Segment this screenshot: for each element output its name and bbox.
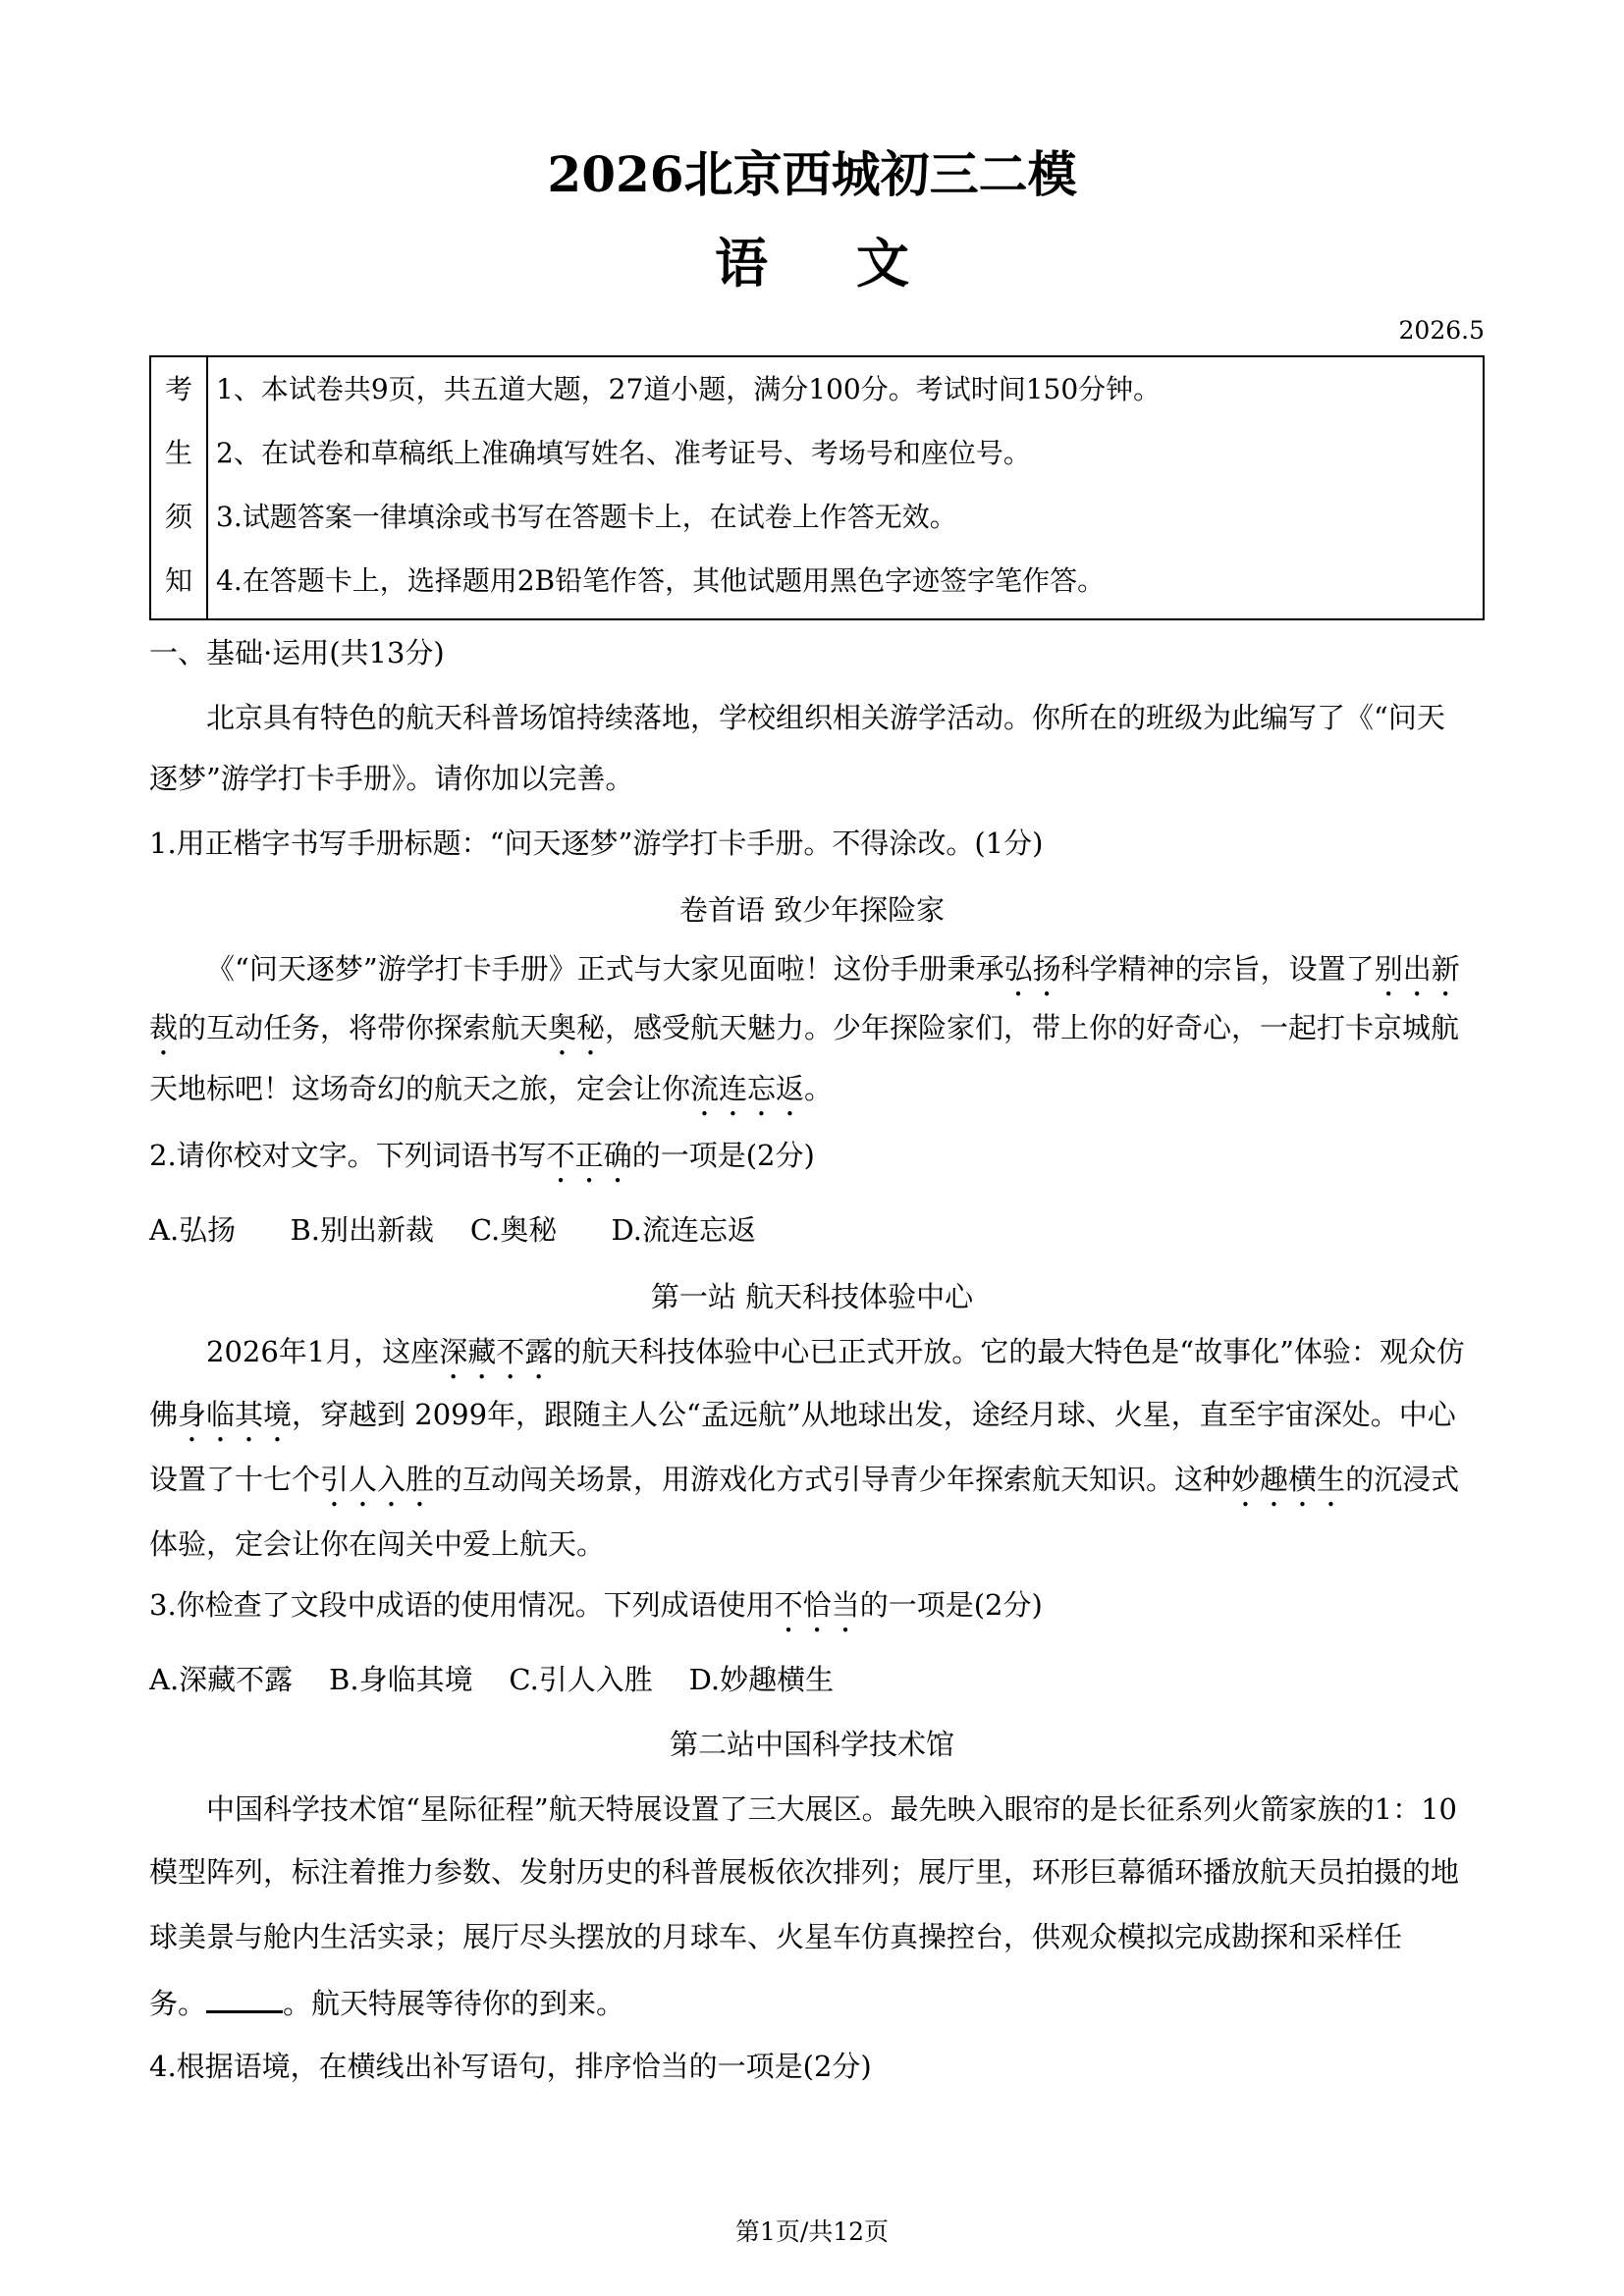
notice-label-char: 生 [164,437,192,469]
notice-item: 1、本试卷共9页，共五道大题，27道小题，满分100分。考试时间150分钟。 [216,373,1162,405]
section-heading: 一、基础·运用(共13分) [149,636,445,669]
exam-date: 2026.5 [1398,316,1485,345]
intro-text: 北京具有特色的航天科普场馆持续落地，学校组织相关游学活动。你所在的班级为此编写了《“问天 [206,701,1445,734]
marked-word: 流连忘返 [690,1072,805,1105]
text-run: 的互动闯关场景，用游戏化方式引导青少年探索航天知识。这种 [434,1463,1232,1496]
notice-label-char: 知 [164,564,192,597]
text-run: 2.请你校对文字。下列词语书写 [149,1139,547,1172]
paragraph-line [206,1335,1465,1386]
notice-item: 4.在答题卡上，选择题用2B铅笔作答，其他试题用黑色字迹签字笔作答。 [216,564,1106,597]
question-3-options: A.深藏不露 B.身临其境 C.引人入胜 D.妙趣横生 [149,1663,835,1696]
paragraph-line [206,952,1460,1003]
text-run: 设置了十七个 [149,1463,321,1496]
text-run: 的互动任务，将带你探索航天 [178,1011,549,1044]
text-run: 的一项是(2分) [631,1139,815,1172]
text-run: 《“问天逐梦”游学打卡手册》正式与大家见面啦！这份手册秉承 [206,952,1004,986]
marked-word: 身临其境 [178,1398,293,1431]
marked-word: 裁 [149,1011,179,1044]
text-run: 2026年1月，这座 [206,1335,440,1368]
question-4: 4.根据语境，在横线出补写语句，排序恰当的一项是(2分) [149,2050,872,2083]
text-run: 3.你检查了文段中成语的使用情况。下列成语使用 [149,1588,775,1622]
paragraph-line [149,1011,1459,1062]
marked-word: 别出新 [1374,952,1460,986]
question-2-options: A.弘扬 B.别出新裁 C.奥秘 D.流连忘返 [149,1213,756,1247]
text-run: ，穿越到 2099年，跟随主人公“孟远航”从地球出发，途经月球、火星，直至宇宙深处。中心 [292,1398,1456,1431]
paragraph-line: 球美景与舱内生活实录；展厅尽头摆放的月球车、火星车仿真操控台，供观众模拟完成勘探和采样任 [149,1920,1403,1953]
subject-title: 语文 [715,232,998,294]
text-run: 。航天特展等待你的到来。 [283,1987,625,2020]
paragraph-line: 体验，定会让你在闯关中爱上航天。 [149,1527,606,1561]
notice-label-char: 考 [164,373,192,405]
marked-word: 引人入胜 [320,1463,435,1496]
marked-word: 不正确 [546,1139,632,1172]
question-1: 1.用正楷字书写手册标题：“问天逐梦”游学打卡手册。不得涂改。(1分) [149,827,1044,860]
text-run: 天地标吧！这场奇幻的航天之旅，定会让你 [149,1072,691,1105]
marked-word: 深藏不露 [439,1335,554,1368]
notice-label-char: 须 [164,501,192,533]
text-run: 。 [804,1072,834,1105]
question-3 [149,1588,1043,1639]
text-run: 佛 [149,1398,179,1431]
paragraph-line [149,1463,1459,1514]
paragraph-line [149,1985,624,2020]
text-run: 务。 [149,1987,207,2020]
subsection-title: 第一站 航天科技体验中心 [650,1280,974,1313]
notice-item: 3.试题答案一律填涂或书写在答题卡上，在试卷上作答无效。 [216,501,957,533]
marked-word: 妙趣横生 [1231,1463,1346,1496]
marked-word: 不恰当 [774,1588,860,1622]
marked-word: 奥秘 [548,1011,606,1044]
paragraph-line [149,1398,1456,1449]
exam-title: 2026北京西城初三二模 [547,145,1077,203]
text-run: 的沉浸式 [1345,1463,1460,1496]
exam-notice-box [149,355,1485,620]
subsection-title: 第二站中国科学技术馆 [669,1728,954,1761]
subsection-title: 卷首语 致少年探险家 [678,893,946,927]
intro-text: 逐梦”游学打卡手册》。请你加以完善。 [149,762,634,795]
text-run: ，感受航天魅力。少年探险家们，带上你的好奇心，一起打卡京城航 [605,1011,1460,1044]
notice-label-column [151,357,208,618]
question-2 [149,1139,815,1190]
paragraph-line: 中国科学技术馆“星际征程”航天特展设置了三大展区。最先映入眼帘的是长征系列火箭家族的1：10 [206,1792,1458,1826]
page-number: 第1页/共12页 [734,2217,890,2246]
notice-item: 2、在试卷和草稿纸上准确填写姓名、准考证号、考场号和座位号。 [216,437,1031,469]
paragraph-line: 模型阵列，标注着推力参数、发射历史的科普展板依次排列；展厅里，环形巨幕循环播放航天员拍摄的地 [149,1855,1460,1889]
text-run: 的一项是(2分) [859,1588,1043,1622]
text-run: 的航天科技体验中心已正式开放。它的最大特色是“故事化”体验：观众仿 [553,1335,1465,1368]
text-run: 科学精神的宗旨，设置了 [1060,952,1375,986]
marked-word: 弘扬 [1003,952,1061,986]
paragraph-line [149,1072,833,1123]
fill-in-blank [206,1985,283,2013]
